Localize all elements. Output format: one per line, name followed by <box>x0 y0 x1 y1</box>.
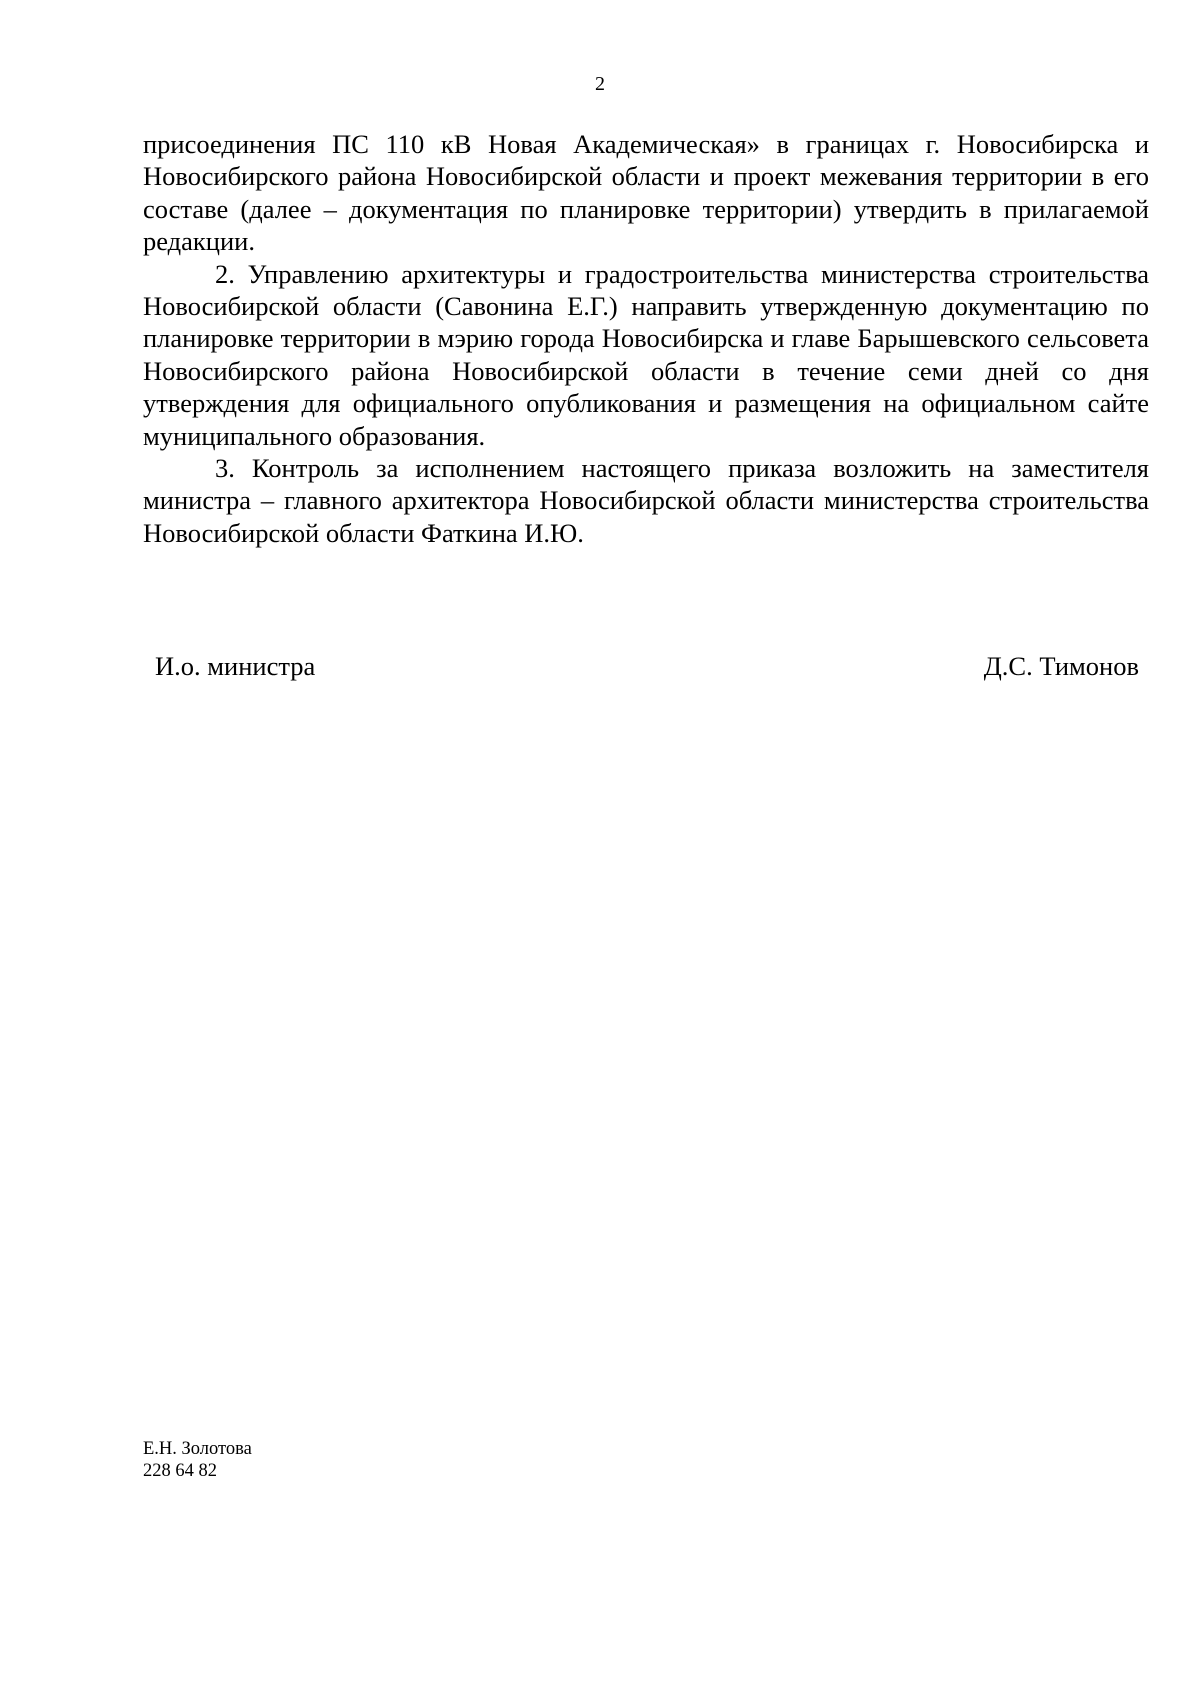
signatory-title: И.о. министра <box>155 651 316 681</box>
signatory-name: Д.С. Тимонов <box>983 651 1139 681</box>
executor-phone: 228 64 82 <box>143 1461 217 1481</box>
document-body <box>143 128 1149 549</box>
paragraph-1-continuation: присоединения ПС 110 кВ Новая Академическая» в границах г. Новосибирска и Новосибирского района Новосибирской области и проект межевания территории в его составе (далее – документация по планировке территории) утвердить в прилагаемой редакции. <box>143 129 1149 257</box>
paragraph-2: 2. Управлению архитектуры и градостроительства министерства строительства Новосибирской области (Савонина Е.Г.) направить утвержденную документацию по планировке территории в мэрию города Новосибирска и главе Барышевского сельсовета Новосибирского района Новосибирской области в течение семи дней со дня утверждения для официального опубликования и размещения на официальном сайте муниципального образования. <box>143 258 1149 451</box>
executor-block <box>143 1438 252 1482</box>
executor-name: Е.Н. Золотова <box>143 1439 252 1459</box>
paragraph-3: 3. Контроль за исполнением настоящего приказа возложить на заместителя министра – главного архитектора Новосибирской области министерства строительства Новосибирской области Фаткина И.Ю. <box>143 453 1149 548</box>
page-number: 2 <box>595 73 605 95</box>
